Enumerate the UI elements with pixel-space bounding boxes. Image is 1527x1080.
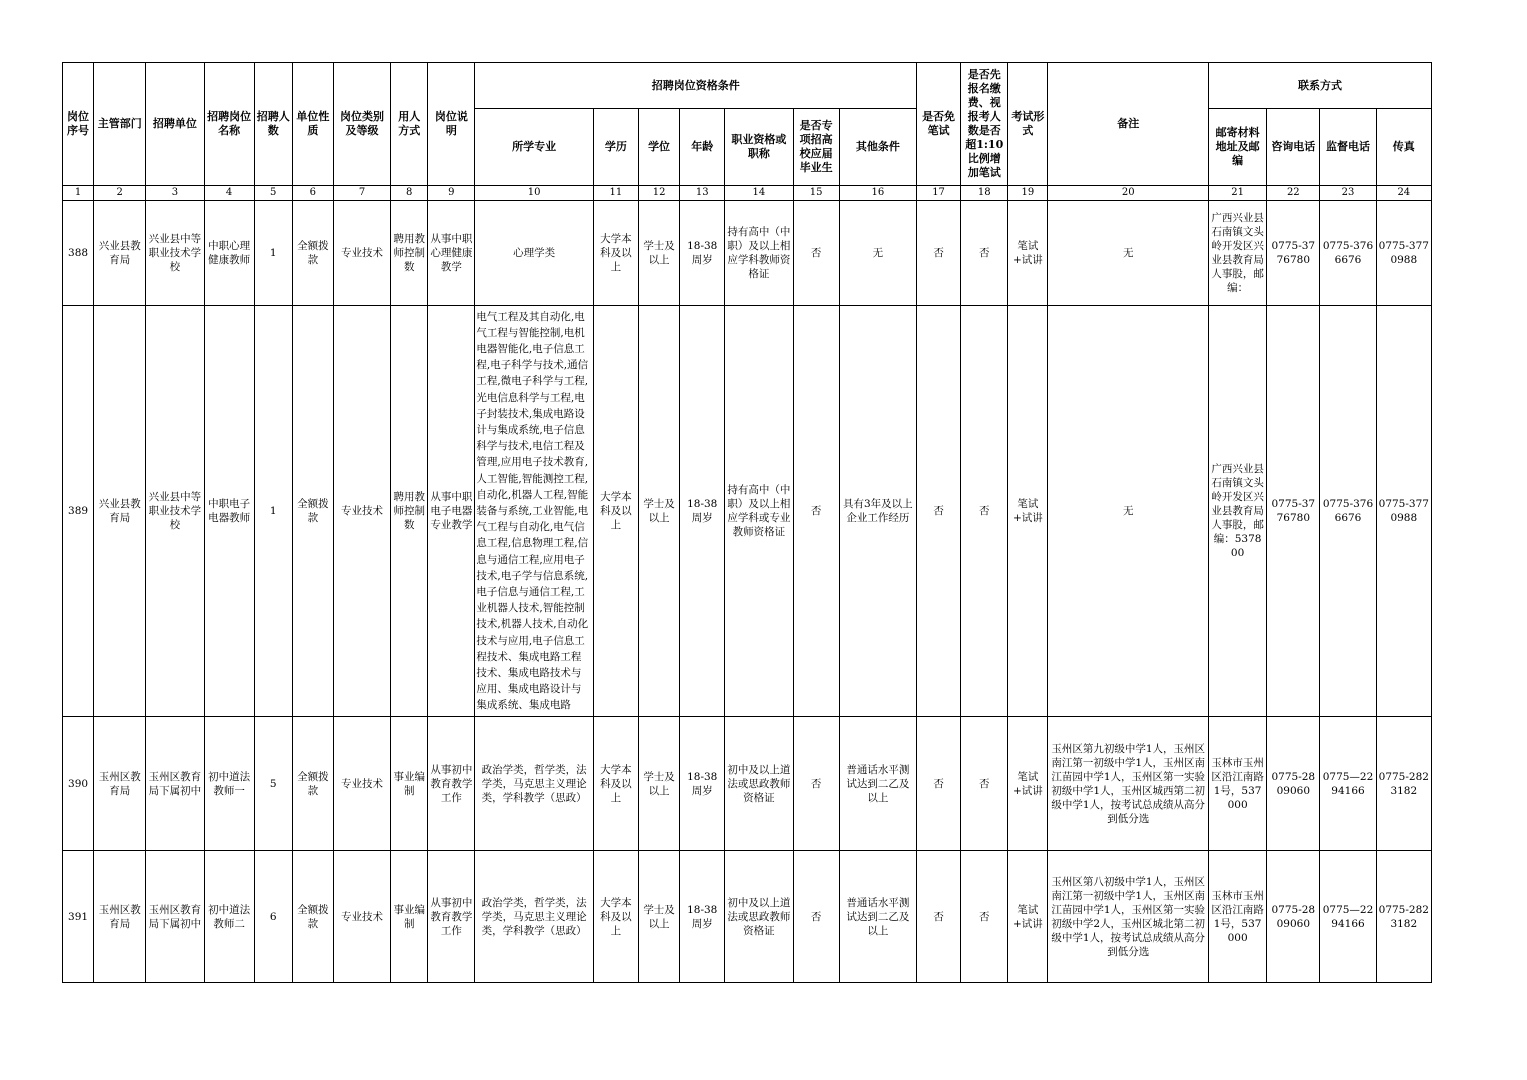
cell-prepay: 否 xyxy=(961,851,1008,983)
cell-address: 玉林市玉州区沿江南路1号，537000 xyxy=(1209,851,1267,983)
column-index: 19 xyxy=(1008,186,1048,201)
header-unit: 招聘单位 xyxy=(146,63,204,186)
column-index: 7 xyxy=(333,186,390,201)
cell-supervise: 0775—2294166 xyxy=(1320,717,1376,851)
cell-count: 1 xyxy=(254,201,292,306)
header-phone: 咨询电话 xyxy=(1267,109,1320,186)
header-dept: 主管部门 xyxy=(94,63,146,186)
cell-fax: 0775-3770988 xyxy=(1376,306,1431,717)
cell-exam: 笔试+试讲 xyxy=(1008,851,1048,983)
header-contact-group: 联系方式 xyxy=(1209,63,1432,109)
cell-exam: 笔试+试讲 xyxy=(1008,306,1048,717)
header-remark: 备注 xyxy=(1048,63,1209,186)
cell-phone: 0775-3776780 xyxy=(1267,201,1320,306)
cell-seq: 391 xyxy=(63,851,94,983)
table-row xyxy=(63,201,1432,306)
cell-address: 广西兴业县石南镇文头岭开发区兴业县教育局人事股，邮编：537800 xyxy=(1209,306,1267,717)
header-exam: 考试形式 xyxy=(1008,63,1048,186)
cell-phone: 0775-2809060 xyxy=(1267,851,1320,983)
header-address: 邮寄材料地址及邮编 xyxy=(1209,109,1267,186)
cell-exempt: 否 xyxy=(916,201,960,306)
header-fax: 传真 xyxy=(1376,109,1431,186)
cell-supervise: 0775—2294166 xyxy=(1320,851,1376,983)
cell-employ: 聘用教师控制数 xyxy=(391,201,428,306)
cell-exam: 笔试+试讲 xyxy=(1008,717,1048,851)
cell-phone: 0775-2809060 xyxy=(1267,717,1320,851)
cell-count: 5 xyxy=(254,717,292,851)
recruitment-table xyxy=(62,62,1432,983)
cell-desc: 从事中职心理健康教学 xyxy=(428,201,475,306)
header-nature: 单位性质 xyxy=(292,63,333,186)
table-body xyxy=(63,201,1432,983)
cell-major: 电气工程及其自动化,电气工程与智能控制,电机电器智能化,电子信息工程,电子科学与技术,通信工程,微电子科学与工程,光电信息科学与工程,电子封装技术,集成电路设计与集成系统,电子信息科学与技术,电信工程及管理,应用电子技术教育,人工智能,智能测控工程,自动化,机器人工程,智能装备与系统,工业智能,电气工程与自动化,电气信息工程,信息物理工程,信息与通信工程,应用电子技术,电子学与信息系统,电子信息与通信工程,工业机器人技术,智能控制技术,机器人技术,自动化技术与应用,电子信息工程技术、集成电路工程技术、集成电路技术与应用、集成电路设计与集成系统、集成电路 xyxy=(476,310,589,712)
cell-seq: 388 xyxy=(63,201,94,306)
cell-dept: 玉州区教育局 xyxy=(94,851,146,983)
cell-count: 6 xyxy=(254,851,292,983)
cell-address: 广西兴业县石南镇文头岭开发区兴业县教育局人事股，邮编： xyxy=(1209,201,1267,306)
cell-fax: 0775-2823182 xyxy=(1376,717,1431,851)
cell-age: 18-38周岁 xyxy=(680,306,725,717)
cell-post: 初中道法教师一 xyxy=(204,717,254,851)
cell-supervise: 0775-3766676 xyxy=(1320,306,1376,717)
column-index: 22 xyxy=(1267,186,1320,201)
cell-supervise: 0775-3766676 xyxy=(1320,201,1376,306)
cell-exam: 笔试+试讲 xyxy=(1008,201,1048,306)
column-index: 9 xyxy=(428,186,475,201)
cell-exempt: 否 xyxy=(916,851,960,983)
header-other: 其他条件 xyxy=(839,109,916,186)
cell-remark: 无 xyxy=(1048,201,1209,306)
cell-fresh: 否 xyxy=(793,851,839,983)
header-prepay: 是否先报名缴费、视报考人数是否超1:10比例增加笔试 xyxy=(961,63,1008,186)
cell-cert: 持有高中（中职）及以上相应学科或专业教师资格证 xyxy=(725,306,793,717)
cell-other: 普通话水平测试达到二乙及以上 xyxy=(839,717,916,851)
column-index: 18 xyxy=(961,186,1008,201)
cell-edu: 大学本科及以上 xyxy=(593,851,638,983)
column-index: 1 xyxy=(63,186,94,201)
cell-exempt: 否 xyxy=(916,306,960,717)
table-row xyxy=(63,851,1432,983)
cell-fresh: 否 xyxy=(793,717,839,851)
cell-cert: 持有高中（中职）及以上相应学科教师资格证 xyxy=(725,201,793,306)
cell-degree: 学士及以上 xyxy=(639,851,680,983)
cell-exempt: 否 xyxy=(916,717,960,851)
column-index: 10 xyxy=(475,186,593,201)
cell-unit: 兴业县中等职业技术学校 xyxy=(146,306,204,717)
cell-edu: 大学本科及以上 xyxy=(593,306,638,717)
column-index: 11 xyxy=(593,186,638,201)
column-index: 21 xyxy=(1209,186,1267,201)
cell-remark: 无 xyxy=(1048,306,1209,717)
cell-cert: 初中及以上道法或思政教师资格证 xyxy=(725,851,793,983)
cell-phone: 0775-3776780 xyxy=(1267,306,1320,717)
cell-fresh: 否 xyxy=(793,201,839,306)
cell-post: 中职电子电器教师 xyxy=(204,306,254,717)
header-fresh: 是否专项招高校应届毕业生 xyxy=(793,109,839,186)
cell-degree: 学士及以上 xyxy=(639,717,680,851)
header-seq: 岗位序号 xyxy=(63,63,94,186)
cell-edu: 大学本科及以上 xyxy=(593,201,638,306)
column-index: 15 xyxy=(793,186,839,201)
column-index: 12 xyxy=(639,186,680,201)
cell-employ: 事业编制 xyxy=(391,851,428,983)
cell-degree: 学士及以上 xyxy=(639,201,680,306)
column-index: 13 xyxy=(680,186,725,201)
cell-fax: 0775-3770988 xyxy=(1376,201,1431,306)
cell-post: 中职心理健康教师 xyxy=(204,201,254,306)
cell-other: 具有3年及以上企业工作经历 xyxy=(839,306,916,717)
column-index: 3 xyxy=(146,186,204,201)
cell-post: 初中道法教师二 xyxy=(204,851,254,983)
cell-fresh: 否 xyxy=(793,306,839,717)
cell-remark: 玉州区第八初级中学1人，玉州区南江第一初级中学1人，玉州区南江苗园中学1人，玉州区第一实验初级中学2人，玉州区城北第二初级中学1人，按考试总成绩从高分到低分选 xyxy=(1048,851,1209,983)
cell-age: 18-38周岁 xyxy=(680,201,725,306)
cell-seq: 390 xyxy=(63,717,94,851)
cell-age: 18-38周岁 xyxy=(680,851,725,983)
cell-dept: 兴业县教育局 xyxy=(94,201,146,306)
cell-nature: 全额拨款 xyxy=(292,851,333,983)
cell-category: 专业技术 xyxy=(333,851,390,983)
cell-category: 专业技术 xyxy=(333,306,390,717)
header-desc: 岗位说明 xyxy=(428,63,475,186)
header-exempt: 是否免笔试 xyxy=(916,63,960,186)
cell-nature: 全额拨款 xyxy=(292,201,333,306)
cell-unit: 玉州区教育局下属初中 xyxy=(146,851,204,983)
cell-category: 专业技术 xyxy=(333,201,390,306)
cell-other: 普通话水平测试达到二乙及以上 xyxy=(839,851,916,983)
cell-edu: 大学本科及以上 xyxy=(593,717,638,851)
header-qualification-group: 招聘岗位资格条件 xyxy=(475,63,917,109)
cell-nature: 全额拨款 xyxy=(292,306,333,717)
column-index: 4 xyxy=(204,186,254,201)
header-cert: 职业资格或职称 xyxy=(725,109,793,186)
cell-seq: 389 xyxy=(63,306,94,717)
column-index-row xyxy=(63,186,1432,201)
cell-address: 玉林市玉州区沿江南路1号，537000 xyxy=(1209,717,1267,851)
cell-major: 心理学类 xyxy=(475,201,593,306)
cell-remark: 玉州区第九初级中学1人，玉州区南江第一初级中学1人，玉州区南江苗园中学1人，玉州区第一实验初级中学1人，玉州区城西第二初级中学1人，按考试总成绩从高分到低分选 xyxy=(1048,717,1209,851)
cell-other: 无 xyxy=(839,201,916,306)
cell-age: 18-38周岁 xyxy=(680,717,725,851)
cell-desc: 从事中职电子电器专业教学 xyxy=(428,306,475,717)
header-age: 年龄 xyxy=(680,109,725,186)
cell-employ: 聘用教师控制数 xyxy=(391,306,428,717)
column-index: 16 xyxy=(839,186,916,201)
header-major: 所学专业 xyxy=(475,109,593,186)
cell-nature: 全额拨款 xyxy=(292,717,333,851)
column-index: 14 xyxy=(725,186,793,201)
header-supervise: 监督电话 xyxy=(1320,109,1376,186)
cell-prepay: 否 xyxy=(961,201,1008,306)
cell-dept: 兴业县教育局 xyxy=(94,306,146,717)
cell-unit: 玉州区教育局下属初中 xyxy=(146,717,204,851)
cell-cert: 初中及以上道法或思政教师资格证 xyxy=(725,717,793,851)
cell-prepay: 否 xyxy=(961,717,1008,851)
table-row xyxy=(63,306,1432,717)
column-index: 23 xyxy=(1320,186,1376,201)
cell-unit: 兴业县中等职业技术学校 xyxy=(146,201,204,306)
cell-major: 政治学类，哲学类，法学类，马克思主义理论类，学科教学（思政） xyxy=(475,851,593,983)
cell-employ: 事业编制 xyxy=(391,717,428,851)
cell-fax: 0775-2823182 xyxy=(1376,851,1431,983)
header-degree: 学位 xyxy=(639,109,680,186)
cell-count: 1 xyxy=(254,306,292,717)
table-header xyxy=(63,63,1432,201)
column-index: 5 xyxy=(254,186,292,201)
table-row xyxy=(63,717,1432,851)
header-employ: 用人方式 xyxy=(391,63,428,186)
header-count: 招聘人数 xyxy=(254,63,292,186)
cell-major: 政治学类，哲学类，法学类，马克思主义理论类，学科教学（思政） xyxy=(475,717,593,851)
cell-prepay: 否 xyxy=(961,306,1008,717)
column-index: 8 xyxy=(391,186,428,201)
column-index: 20 xyxy=(1048,186,1209,201)
cell-dept: 玉州区教育局 xyxy=(94,717,146,851)
cell-degree: 学士及以上 xyxy=(639,306,680,717)
column-index: 2 xyxy=(94,186,146,201)
header-post: 招聘岗位名称 xyxy=(204,63,254,186)
header-category: 岗位类别及等级 xyxy=(333,63,390,186)
cell-category: 专业技术 xyxy=(333,717,390,851)
cell-desc: 从事初中教育教学工作 xyxy=(428,717,475,851)
column-index: 17 xyxy=(916,186,960,201)
column-index: 6 xyxy=(292,186,333,201)
cell-desc: 从事初中教育教学工作 xyxy=(428,851,475,983)
column-index: 24 xyxy=(1376,186,1431,201)
header-edu: 学历 xyxy=(593,109,638,186)
